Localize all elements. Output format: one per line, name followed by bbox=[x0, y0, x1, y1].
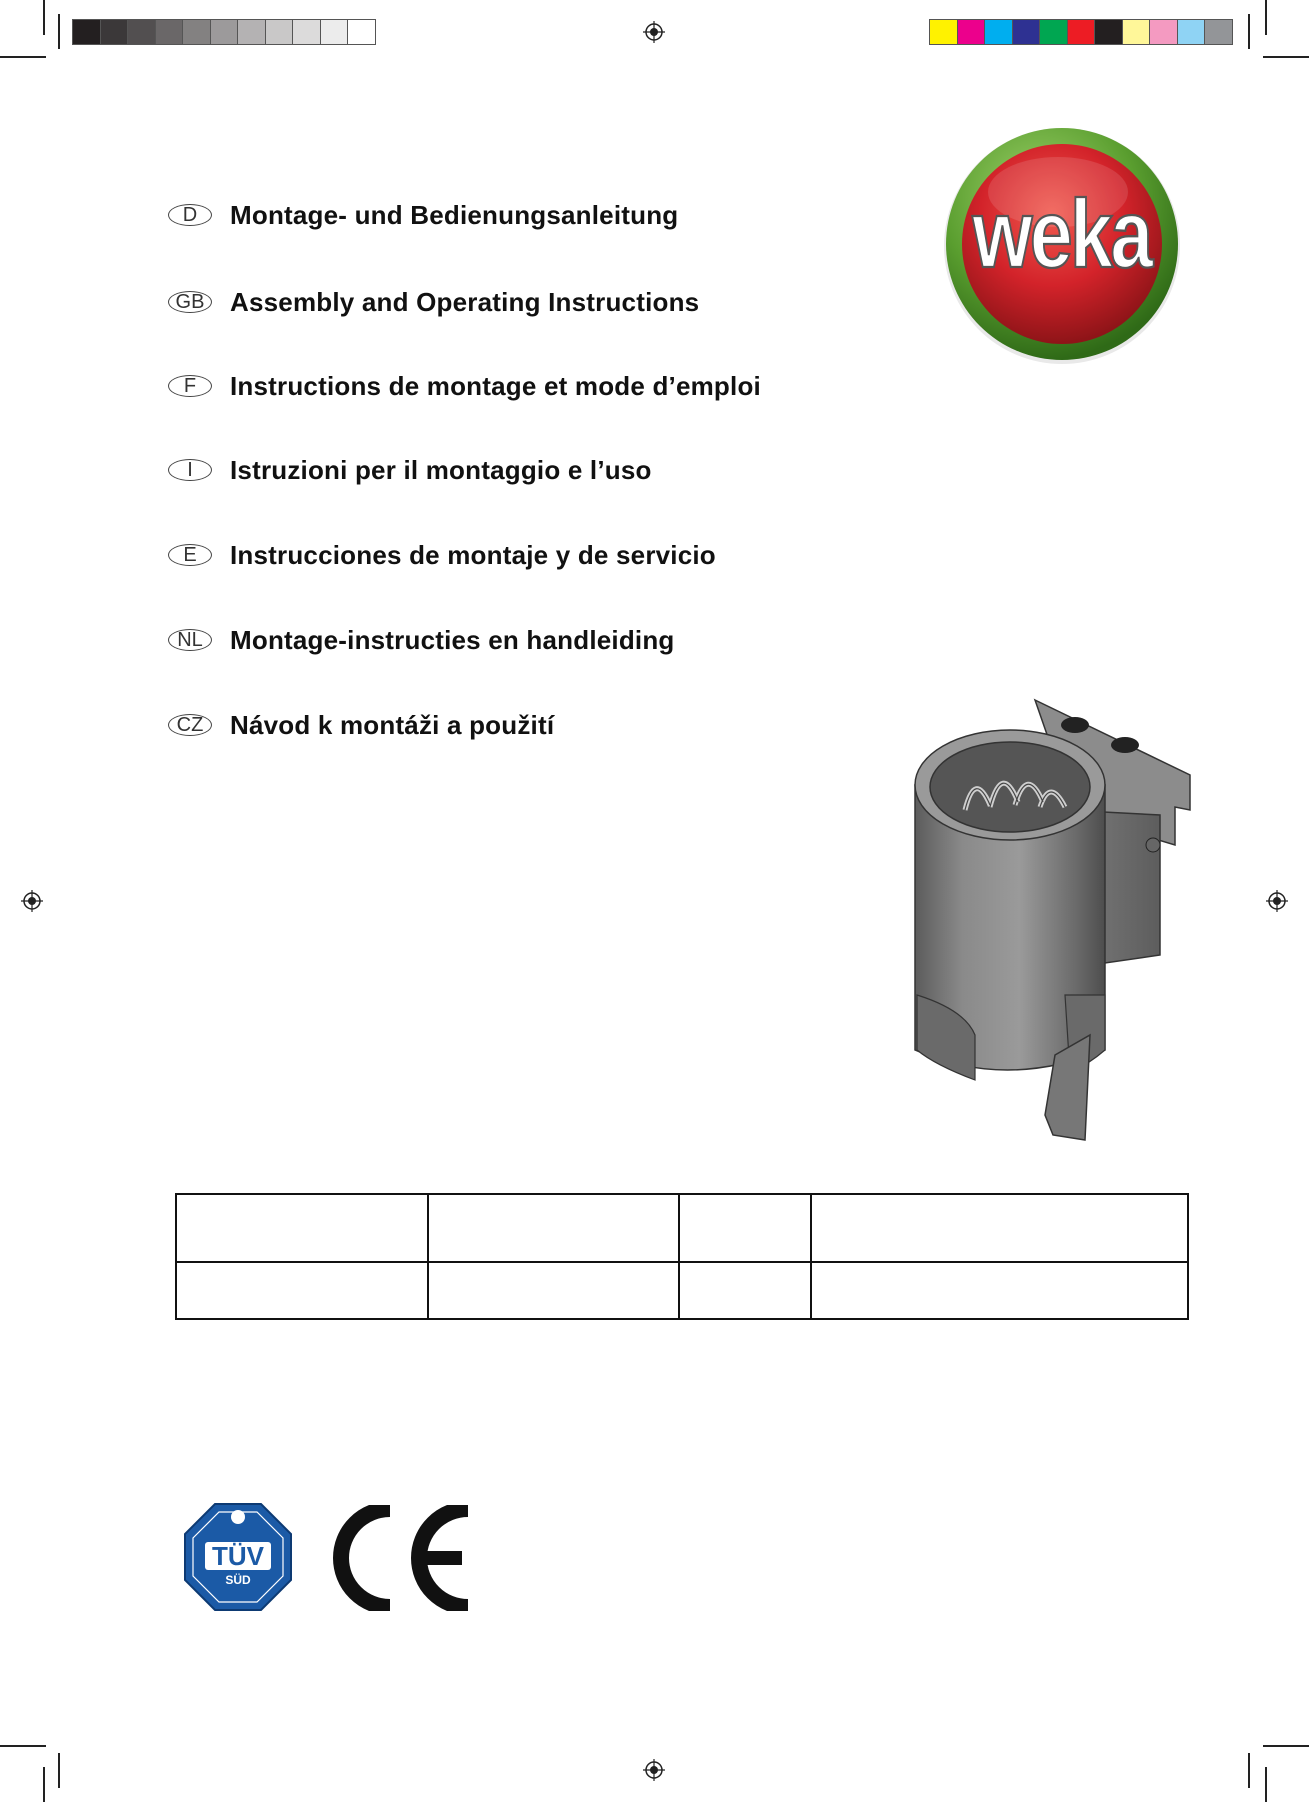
crop-mark bbox=[0, 1745, 46, 1747]
language-row-nl bbox=[168, 620, 675, 660]
language-title: Assembly and Operating Instructions bbox=[230, 286, 700, 317]
registration-mark-icon bbox=[643, 1759, 665, 1781]
language-row-i bbox=[168, 450, 652, 490]
calibration-swatch bbox=[155, 19, 184, 45]
registration-mark-icon bbox=[643, 21, 665, 43]
logo-text: weka bbox=[972, 179, 1151, 288]
crop-mark bbox=[1263, 56, 1309, 58]
calibration-swatch bbox=[210, 19, 239, 45]
spec-table-cell bbox=[679, 1194, 811, 1262]
calibration-swatch bbox=[265, 19, 294, 45]
language-row-f bbox=[168, 366, 761, 406]
calibration-swatch bbox=[320, 19, 349, 45]
crop-mark bbox=[0, 56, 46, 58]
language-title: Návod k montáži a použití bbox=[230, 709, 555, 740]
calibration-swatch bbox=[292, 19, 321, 45]
language-row-cz bbox=[168, 705, 554, 745]
spec-table-cell bbox=[428, 1194, 680, 1262]
language-code-badge: GB bbox=[168, 291, 212, 313]
language-row-e bbox=[168, 535, 716, 575]
calibration-swatch bbox=[1122, 19, 1151, 45]
spec-table-cell bbox=[176, 1194, 428, 1262]
crop-mark bbox=[43, 0, 45, 35]
tuv-text: TÜV bbox=[212, 1541, 264, 1571]
calibration-swatch bbox=[1012, 19, 1041, 45]
language-row-gb bbox=[168, 282, 699, 322]
spec-table-cell bbox=[428, 1262, 680, 1319]
language-row-d bbox=[168, 195, 678, 235]
calibration-swatch bbox=[1067, 19, 1096, 45]
calibration-swatch bbox=[182, 19, 211, 45]
registration-mark-icon bbox=[21, 890, 43, 912]
crop-mark bbox=[1248, 1753, 1250, 1788]
language-title: Istruzioni per il montaggio e l’uso bbox=[230, 454, 652, 485]
spec-table-cell bbox=[176, 1262, 428, 1319]
language-code-badge: CZ bbox=[168, 714, 212, 736]
spec-table bbox=[175, 1193, 1189, 1320]
ce-mark bbox=[330, 1505, 475, 1611]
calibration-swatch bbox=[72, 19, 101, 45]
calibration-swatch bbox=[1177, 19, 1206, 45]
calibration-swatch bbox=[100, 19, 129, 45]
tuv-sud-seal bbox=[183, 1502, 293, 1612]
calibration-swatch bbox=[1149, 19, 1178, 45]
calibration-swatch bbox=[929, 19, 958, 45]
weka-logo bbox=[940, 122, 1185, 367]
crop-mark bbox=[1248, 14, 1250, 49]
spec-table-row bbox=[176, 1262, 1188, 1319]
calibration-swatch bbox=[1094, 19, 1123, 45]
crop-mark bbox=[1265, 1767, 1267, 1802]
language-title: Montage-instructies en handleiding bbox=[230, 624, 675, 655]
crop-mark bbox=[43, 1767, 45, 1802]
language-code-badge: E bbox=[168, 544, 212, 566]
spec-table-cell bbox=[679, 1262, 811, 1319]
calibration-swatch bbox=[127, 19, 156, 45]
language-code-badge: I bbox=[168, 459, 212, 481]
language-code-badge: NL bbox=[168, 629, 212, 651]
language-title: Instructions de montage et mode d’emploi bbox=[230, 370, 761, 401]
crop-mark bbox=[58, 1753, 60, 1788]
grayscale-calibration-bar bbox=[72, 19, 375, 45]
language-title: Instrucciones de montaje y de servicio bbox=[230, 539, 716, 570]
color-calibration-bar bbox=[929, 19, 1232, 45]
sauna-heater-illustration bbox=[905, 695, 1195, 1155]
spec-table-cell bbox=[811, 1194, 1188, 1262]
calibration-swatch bbox=[347, 19, 376, 45]
calibration-swatch bbox=[1204, 19, 1233, 45]
spec-table-cell bbox=[811, 1262, 1188, 1319]
crop-mark bbox=[1263, 1745, 1309, 1747]
registration-mark-icon bbox=[1266, 890, 1288, 912]
calibration-swatch bbox=[1039, 19, 1068, 45]
calibration-swatch bbox=[957, 19, 986, 45]
language-title: Montage- und Bedienungsanleitung bbox=[230, 199, 679, 230]
language-code-badge: D bbox=[168, 204, 212, 226]
tuv-sub-text: SÜD bbox=[225, 1573, 251, 1587]
crop-mark bbox=[58, 14, 60, 49]
calibration-swatch bbox=[237, 19, 266, 45]
crop-mark bbox=[1265, 0, 1267, 35]
language-code-badge: F bbox=[168, 375, 212, 397]
spec-table-row bbox=[176, 1194, 1188, 1262]
calibration-swatch bbox=[984, 19, 1013, 45]
